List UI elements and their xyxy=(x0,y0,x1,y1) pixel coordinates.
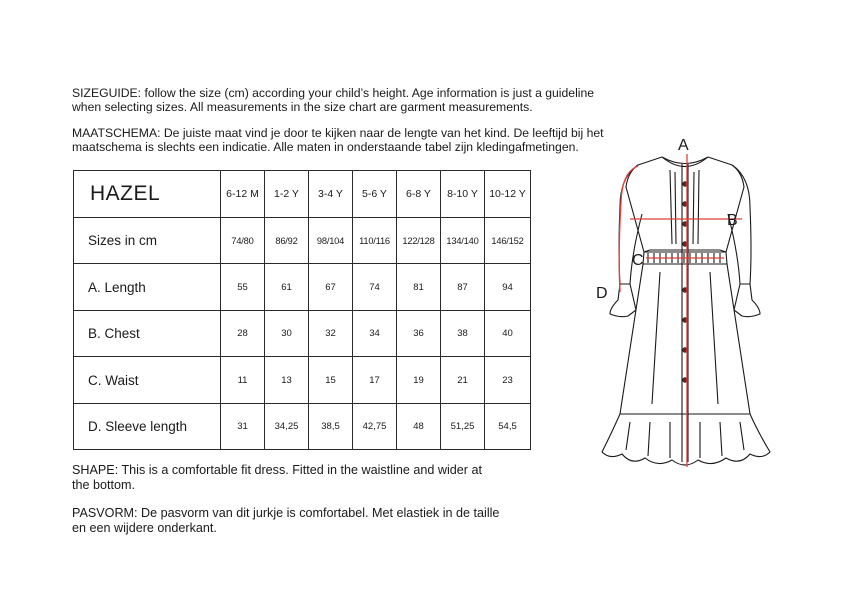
table-cell: 51,25 xyxy=(441,404,485,450)
table-cell: 86/92 xyxy=(265,218,309,264)
shape-description-nl xyxy=(72,506,542,535)
table-row xyxy=(74,404,531,450)
table-cell: 31 xyxy=(221,404,265,450)
table-cell: 28 xyxy=(221,311,265,357)
table-cell: 34,25 xyxy=(265,404,309,450)
column-header: 8-10 Y xyxy=(441,171,485,218)
dress-diagram xyxy=(590,132,790,482)
row-label: Sizes in cm xyxy=(74,218,221,264)
table-row xyxy=(74,311,531,357)
row-label: D. Sleeve length xyxy=(74,404,221,450)
table-cell: 110/116 xyxy=(353,218,397,264)
table-cell: 81 xyxy=(397,264,441,311)
table-cell: 61 xyxy=(265,264,309,311)
marker-a: A xyxy=(678,137,689,154)
table-cell: 94 xyxy=(485,264,531,311)
shape-nl-line-2: en een wijdere onderkant. xyxy=(72,520,217,535)
table-cell: 55 xyxy=(221,264,265,311)
ruffle-gathers xyxy=(626,422,744,458)
table-cell: 42,75 xyxy=(353,404,397,450)
table-cell: 74/80 xyxy=(221,218,265,264)
shape-description-en xyxy=(72,463,542,492)
column-header: 10-12 Y xyxy=(485,171,531,218)
sizeguide-intro-nl xyxy=(72,126,632,154)
table-cell: 17 xyxy=(353,357,397,404)
table-cell: 67 xyxy=(309,264,353,311)
table-header-row xyxy=(74,171,531,218)
table-row xyxy=(74,264,531,311)
column-header: 3-4 Y xyxy=(309,171,353,218)
intro-nl-line-1: MAATSCHEMA: De juiste maat vind je door te kijken naar de lengte van het kind. De leeftijd bij het xyxy=(72,126,604,140)
marker-b: B xyxy=(727,212,738,229)
table-cell: 30 xyxy=(265,311,309,357)
shape-en-line-1: SHAPE: This is a comfortable fit dress. Fitted in the waistline and wider at xyxy=(72,463,482,477)
table-cell: 48 xyxy=(397,404,441,450)
table-row xyxy=(74,357,531,404)
table-cell: 87 xyxy=(441,264,485,311)
shape-en-line-2: the bottom. xyxy=(72,477,136,492)
measure-lines xyxy=(619,154,742,467)
measure-line-sleeve xyxy=(619,166,638,292)
table-cell: 32 xyxy=(309,311,353,357)
column-header: 1-2 Y xyxy=(265,171,309,218)
row-label: B. Chest xyxy=(74,311,221,357)
column-header: 6-12 M xyxy=(221,171,265,218)
table-cell: 54,5 xyxy=(485,404,531,450)
table-cell: 15 xyxy=(309,357,353,404)
table-cell: 38,5 xyxy=(309,404,353,450)
table-cell: 19 xyxy=(397,357,441,404)
table-cell: 23 xyxy=(485,357,531,404)
table-cell: 36 xyxy=(397,311,441,357)
marker-c: C xyxy=(632,252,644,269)
table-cell: 74 xyxy=(353,264,397,311)
table-cell: 11 xyxy=(221,357,265,404)
shape-nl-line-1: PASVORM: De pasvorm van dit jurkje is comfortabel. Met elastiek in de taille xyxy=(72,506,500,520)
table-cell: 21 xyxy=(441,357,485,404)
column-header: 5-6 Y xyxy=(353,171,397,218)
product-name: HAZEL xyxy=(74,171,221,218)
column-header: 6-8 Y xyxy=(397,171,441,218)
intro-en-line-1: SIZEGUIDE: follow the size (cm) according your child’s height. Age information is just a guideline xyxy=(72,86,595,100)
row-label: A. Length xyxy=(74,264,221,311)
table-cell: 38 xyxy=(441,311,485,357)
skirt xyxy=(620,264,750,414)
table-cell: 146/152 xyxy=(485,218,531,264)
left-cuff xyxy=(610,284,636,317)
intro-en-line-2: when selecting sizes. All measurements in the size chart are garment measurements. xyxy=(72,100,533,114)
size-table xyxy=(73,170,531,450)
marker-d: D xyxy=(596,285,608,302)
table-cell: 122/128 xyxy=(397,218,441,264)
table-cell: 13 xyxy=(265,357,309,404)
table-cell: 134/140 xyxy=(441,218,485,264)
sizeguide-intro-en xyxy=(72,86,632,114)
collar-band xyxy=(662,157,708,167)
neckline xyxy=(662,157,708,164)
table-cell: 98/104 xyxy=(309,218,353,264)
table-cell: 34 xyxy=(353,311,397,357)
intro-nl-line-2: maatschema is slechts een indicatie. Alle maten in onderstaande tabel zijn kledingafmetingen. xyxy=(72,140,579,154)
right-cuff xyxy=(734,284,760,317)
row-label: C. Waist xyxy=(74,357,221,404)
pintucks xyxy=(670,170,699,244)
table-cell: 40 xyxy=(485,311,531,357)
table-row xyxy=(74,218,531,264)
